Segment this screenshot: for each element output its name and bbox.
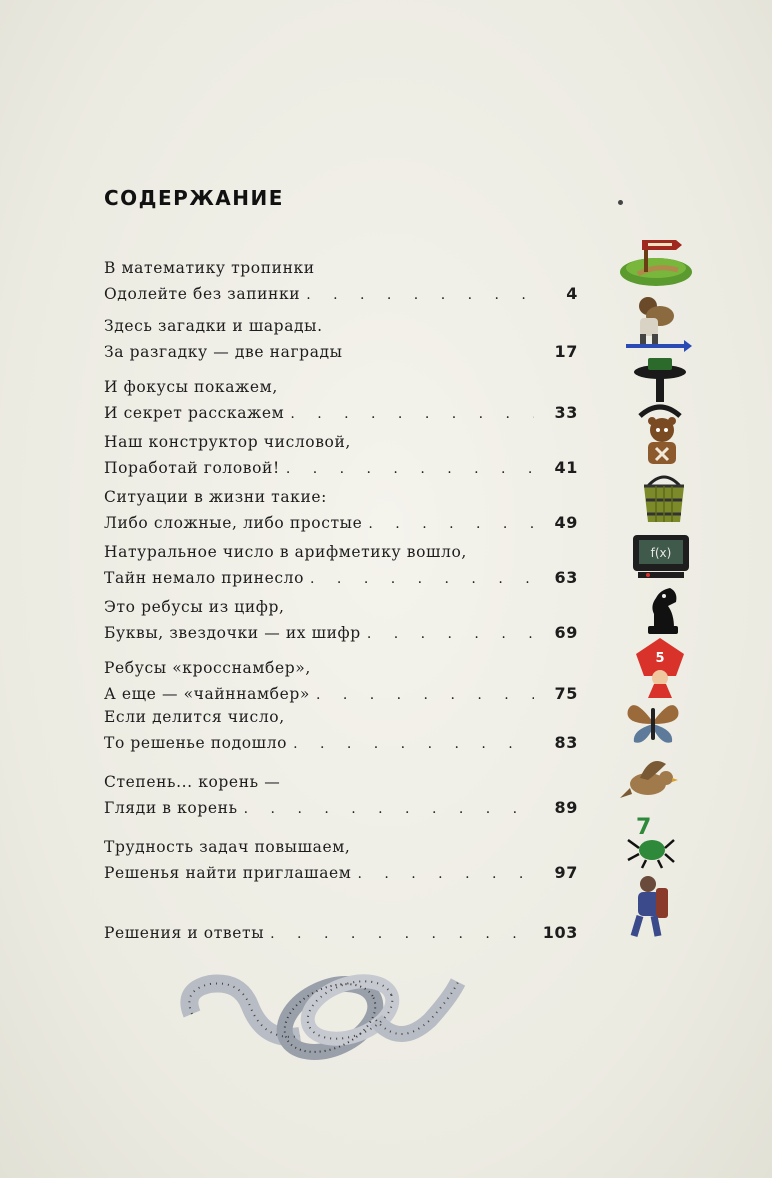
- entry-line2: А еще — «чайннамбер»: [104, 685, 310, 703]
- entry-line1: Наш конструктор числовой,: [104, 433, 351, 451]
- toc-entry[interactable]: [104, 705, 578, 755]
- toc-entry[interactable]: [104, 430, 578, 480]
- entry-line1: Ситуации в жизни такие:: [104, 488, 327, 506]
- toc-entry[interactable]: [104, 540, 578, 590]
- girl-number-five-icon: [632, 636, 688, 700]
- leader-dots: [357, 862, 534, 887]
- badge-number: 7: [636, 815, 652, 840]
- leader-dots: [290, 402, 534, 427]
- print-speck: [618, 200, 623, 205]
- bucket-icon: [640, 474, 688, 524]
- page-number: 41: [554, 458, 578, 477]
- toc-entry[interactable]: [104, 595, 578, 645]
- carrier-man-icon: [622, 296, 692, 354]
- toc-entry-answers[interactable]: [104, 920, 578, 945]
- entry-line1: Это ребусы из цифр,: [104, 598, 285, 616]
- chess-knight-icon: [642, 584, 684, 636]
- toc-entry[interactable]: [104, 770, 578, 820]
- leader-dots: [244, 797, 534, 822]
- entry-line1: Ребусы «кросснамбер»,: [104, 659, 311, 677]
- entry-line2: То решенье подошло: [104, 734, 288, 752]
- entry-line2: Решения и ответы: [104, 924, 265, 942]
- climber-icon: [626, 874, 674, 940]
- bear-constructor-icon: [636, 416, 688, 468]
- page-number: 69: [554, 623, 578, 642]
- entry-line2: Буквы, звездочки — их шифр: [104, 624, 361, 642]
- ribbon-illustration: [180, 960, 470, 1070]
- leader-dots: [270, 922, 534, 947]
- page-number: 83: [554, 733, 578, 752]
- leader-dots: [310, 567, 534, 592]
- page-number: 103: [542, 923, 578, 942]
- toc-entry[interactable]: [104, 485, 578, 535]
- entry-line2: Тайн немало принесло: [104, 569, 305, 587]
- bird-icon: [620, 754, 678, 806]
- entry-line2: И секрет расскажем: [104, 404, 285, 422]
- entry-line1: Если делится число,: [104, 708, 285, 726]
- leader-dots: [306, 283, 534, 308]
- page-number: 89: [554, 798, 578, 817]
- signpost-icon: [618, 234, 694, 290]
- beetle-seven-icon: [626, 812, 676, 870]
- entry-line2: Решенья найти приглашаем: [104, 864, 352, 882]
- entry-line1: Натуральное число в арифметику вошло,: [104, 543, 467, 561]
- entry-line2: Либо сложные, либо простые: [104, 514, 363, 532]
- toc-entry[interactable]: [104, 256, 578, 306]
- toc-entry[interactable]: [104, 375, 578, 425]
- entry-line2: За разгадку — две награды: [104, 343, 343, 361]
- toc-title: СОДЕРЖАНИЕ: [104, 186, 284, 210]
- toc-entry[interactable]: [104, 835, 578, 885]
- entry-line2: Поработай головой!: [104, 459, 280, 477]
- entry-line1: В математику тропинки: [104, 259, 315, 277]
- leader-dots: [368, 512, 534, 537]
- entry-line1: Здесь загадки и шарады.: [104, 317, 323, 335]
- leader-dots: [367, 622, 534, 647]
- page-number: 17: [554, 342, 578, 361]
- computer-fx-icon: [632, 534, 690, 580]
- entry-line1: Степень... корень —: [104, 773, 281, 791]
- page-number: 63: [554, 568, 578, 587]
- entry-line1: И фокусы покажем,: [104, 378, 278, 396]
- toc-entry[interactable]: [104, 656, 578, 706]
- magic-table-icon: [632, 358, 688, 418]
- screen-label: f(x): [650, 546, 672, 560]
- entry-line2: Гляди в корень: [104, 799, 238, 817]
- leader-dots: [293, 732, 534, 757]
- badge-number: 5: [655, 651, 665, 666]
- page-number: 97: [554, 863, 578, 882]
- page-number: 75: [554, 684, 578, 703]
- page-number: 4: [566, 284, 578, 303]
- entry-line1: Трудность задач повышаем,: [104, 838, 351, 856]
- entry-line2: Одолейте без запинки: [104, 285, 301, 303]
- leader-dots: [286, 457, 534, 482]
- butterfly-icon: [624, 700, 682, 746]
- page-number: 49: [554, 513, 578, 532]
- toc-entry[interactable]: [104, 314, 578, 364]
- page-number: 33: [554, 403, 578, 422]
